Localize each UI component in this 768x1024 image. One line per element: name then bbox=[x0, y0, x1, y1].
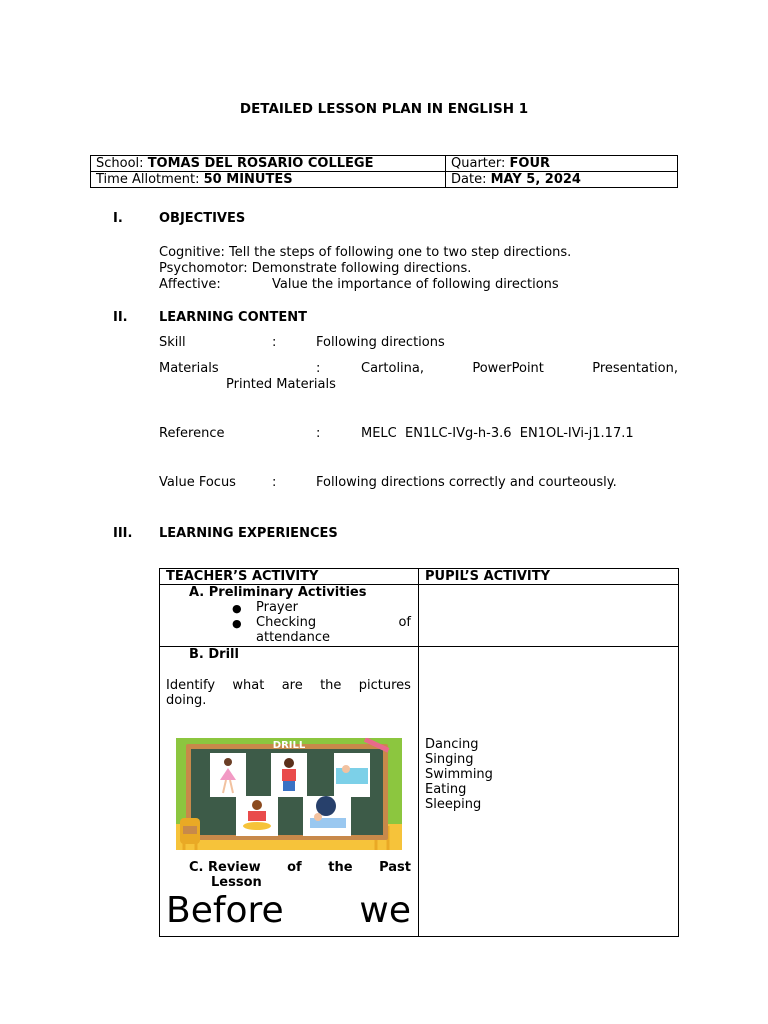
teacher-activity-header: TEACHER’S ACTIVITY bbox=[160, 569, 419, 585]
school-value: TOMAS DEL ROSARIO COLLEGE bbox=[147, 156, 374, 171]
swimming-picture bbox=[334, 753, 370, 797]
objective-affective-value: Value the importance of following directions bbox=[272, 277, 559, 292]
large-word-we: we bbox=[359, 890, 411, 931]
instruction-word: what bbox=[232, 678, 265, 693]
instruction-word: the bbox=[320, 678, 342, 693]
learning-experiences-heading: LEARNING EXPERIENCES bbox=[159, 526, 338, 541]
activity-table bbox=[159, 568, 679, 937]
material-powerpoint: PowerPoint bbox=[472, 361, 544, 376]
instruction-word: pictures bbox=[358, 678, 411, 693]
skill-value: Following directions bbox=[316, 335, 445, 350]
time-allotment-value: 50 MINUTES bbox=[203, 172, 293, 187]
reference-value: MELC EN1LC-IVg-h-3.6 EN1OL-IVi-j1.17.1 bbox=[361, 426, 634, 441]
instruction-word: Identify bbox=[166, 678, 216, 693]
objective-affective-label: Affective: bbox=[159, 277, 221, 292]
objectives-heading: OBJECTIVES bbox=[159, 211, 246, 226]
skill-colon: : bbox=[272, 335, 277, 350]
materials-label: Materials bbox=[159, 361, 219, 376]
review-word: Past bbox=[379, 860, 411, 875]
eating-picture bbox=[236, 796, 278, 836]
backpack-icon bbox=[180, 818, 200, 844]
materials-line-2: Printed Materials bbox=[226, 377, 336, 392]
drill-instruction-line-1 bbox=[166, 678, 411, 693]
instruction-word: are bbox=[281, 678, 303, 693]
materials-colon: : bbox=[316, 361, 321, 376]
date-cell bbox=[446, 172, 678, 188]
answer-dancing: Dancing bbox=[425, 737, 479, 752]
reference-label: Reference bbox=[159, 426, 225, 441]
value-focus-value: Following directions correctly and courteously. bbox=[316, 475, 617, 490]
large-word-before: Before bbox=[166, 890, 284, 931]
preliminary-item-attendance bbox=[256, 615, 411, 630]
review-word: C. Review bbox=[189, 860, 261, 875]
school-label: School: bbox=[96, 156, 144, 171]
objective-psychomotor: Psychomotor: Demonstrate following directions. bbox=[159, 261, 472, 276]
singing-picture bbox=[271, 753, 307, 797]
objectives-numeral: I. bbox=[113, 211, 123, 226]
drill-cell bbox=[160, 647, 419, 937]
review-word: of bbox=[287, 860, 302, 875]
preliminary-cell bbox=[160, 585, 419, 647]
answer-eating: Eating bbox=[425, 782, 467, 797]
value-focus-label: Value Focus bbox=[159, 475, 236, 490]
value-focus-colon: : bbox=[272, 475, 277, 490]
attendance-word-of: of bbox=[398, 615, 411, 630]
sleeping-picture bbox=[303, 796, 351, 836]
quarter-cell bbox=[446, 156, 678, 172]
learning-content-heading: LEARNING CONTENT bbox=[159, 310, 307, 325]
drill-image bbox=[176, 738, 402, 850]
objective-cognitive: Cognitive: Tell the steps of following one to two step directions. bbox=[159, 245, 572, 260]
quarter-label: Quarter: bbox=[451, 156, 506, 171]
school-cell bbox=[91, 156, 446, 172]
skill-label: Skill bbox=[159, 335, 186, 350]
pupil-activity-header: PUPIL’S ACTIVITY bbox=[419, 569, 679, 585]
material-presentation: Presentation, bbox=[592, 361, 678, 376]
drill-instruction-line-2: doing. bbox=[166, 693, 207, 708]
image-title: DRILL bbox=[272, 740, 306, 751]
info-table bbox=[90, 155, 678, 188]
drill-heading: B. Drill bbox=[189, 647, 239, 662]
time-allotment-cell bbox=[91, 172, 446, 188]
learning-experiences-numeral: III. bbox=[113, 526, 133, 541]
bullet-icon: ● bbox=[232, 602, 242, 615]
learning-content-numeral: II. bbox=[113, 310, 128, 325]
preliminary-item-prayer: Prayer bbox=[256, 600, 298, 615]
drill-answers-cell bbox=[419, 647, 679, 937]
drill-answers bbox=[425, 737, 493, 812]
answer-sleeping: Sleeping bbox=[425, 797, 482, 812]
material-cartolina: Cartolina, bbox=[361, 361, 425, 376]
attendance-word-checking: Checking bbox=[256, 615, 317, 630]
review-heading-line-2: Lesson bbox=[211, 875, 262, 890]
review-large-text bbox=[166, 891, 411, 931]
quarter-value: FOUR bbox=[509, 156, 551, 171]
date-label: Date: bbox=[451, 172, 487, 187]
dancing-picture bbox=[210, 753, 246, 797]
date-value: MAY 5, 2024 bbox=[490, 172, 581, 187]
reference-colon: : bbox=[316, 426, 321, 441]
document-title: DETAILED LESSON PLAN IN ENGLISH 1 bbox=[239, 101, 529, 117]
preliminary-heading: A. Preliminary Activities bbox=[189, 585, 367, 600]
attendance-word-attendance: attendance bbox=[256, 630, 331, 645]
answer-singing: Singing bbox=[425, 752, 474, 767]
review-word: the bbox=[328, 860, 353, 875]
time-allotment-label: Time Allotment: bbox=[96, 172, 200, 187]
bullet-icon: ● bbox=[232, 617, 242, 630]
review-heading-line-1 bbox=[189, 860, 411, 875]
materials-line-1 bbox=[361, 361, 678, 376]
answer-swimming: Swimming bbox=[425, 767, 493, 782]
preliminary-pupil-cell bbox=[419, 585, 679, 647]
